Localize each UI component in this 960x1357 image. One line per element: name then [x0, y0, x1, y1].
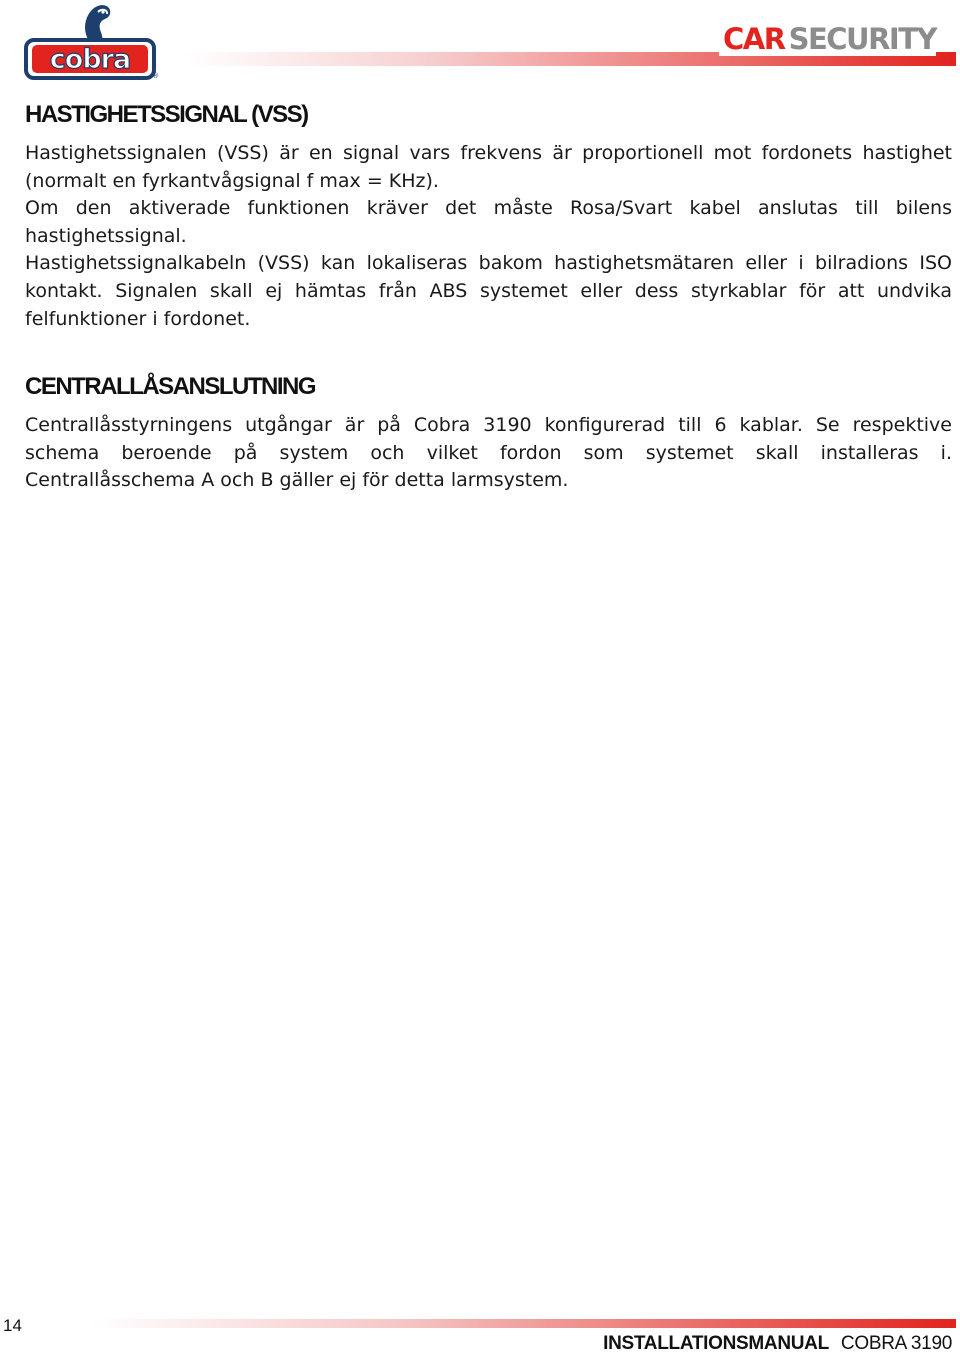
- footer-product-label: COBRA 3190: [840, 1333, 952, 1354]
- text-line: Centrallåsschema A och B gäller ej för detta larmsystem.: [25, 469, 569, 492]
- section-body-centrallas: [25, 412, 952, 495]
- page-number: 14: [3, 1316, 22, 1335]
- text-line: felfunktioner i fordonet.: [25, 307, 251, 330]
- footer-manual-label: INSTALLATIONSMANUAL: [603, 1333, 829, 1354]
- text-line: (normalt en fyrkantvågsignal f max = KHz).: [25, 169, 439, 192]
- section-body-vss: [25, 140, 952, 333]
- brand-security: SECURITY: [788, 22, 936, 56]
- footer-manual-title: [603, 1333, 952, 1355]
- footer-accent-bar: [90, 1319, 956, 1328]
- text-line: schema beroende på system och vilket fordon som systemet skall installeras i.: [25, 441, 952, 464]
- car-security-brand: [719, 22, 936, 56]
- svg-text:®: ®: [152, 72, 159, 80]
- text-line: kontakt. Signalen skall ej hämtas från ABS systemet eller dess styrkablar för att undvika: [25, 279, 952, 302]
- text-line: Om den aktiverade funktionen kräver det måste Rosa/Svart kabel anslutas till bilens: [25, 197, 952, 220]
- logo-wordmark: cobra: [49, 44, 131, 75]
- text-line: Centrallåsstyrningens utgångar är på Cobra 3190 konfigurerad till 6 kablar. Se respektive: [25, 414, 952, 436]
- brand-car: CAR: [723, 22, 785, 56]
- text-line: Hastighetssignalen (VSS) är en signal vars frekvens är proportionell mot fordonets hastighet: [25, 142, 952, 164]
- text-line: Hastighetssignalkabeln (VSS) kan lokaliseras bakom hastighetsmätaren eller i bilradions ISO: [25, 252, 952, 275]
- cobra-logo: [24, 2, 158, 82]
- cobra-snake-icon: [24, 2, 158, 82]
- section-title-centrallas: CENTRALLÅSANSLUTNING: [25, 373, 315, 400]
- page-header: [0, 0, 960, 90]
- section-title-vss: HASTIGHETSSIGNAL (VSS): [25, 101, 308, 128]
- text-line: hastighetssignal.: [25, 224, 187, 247]
